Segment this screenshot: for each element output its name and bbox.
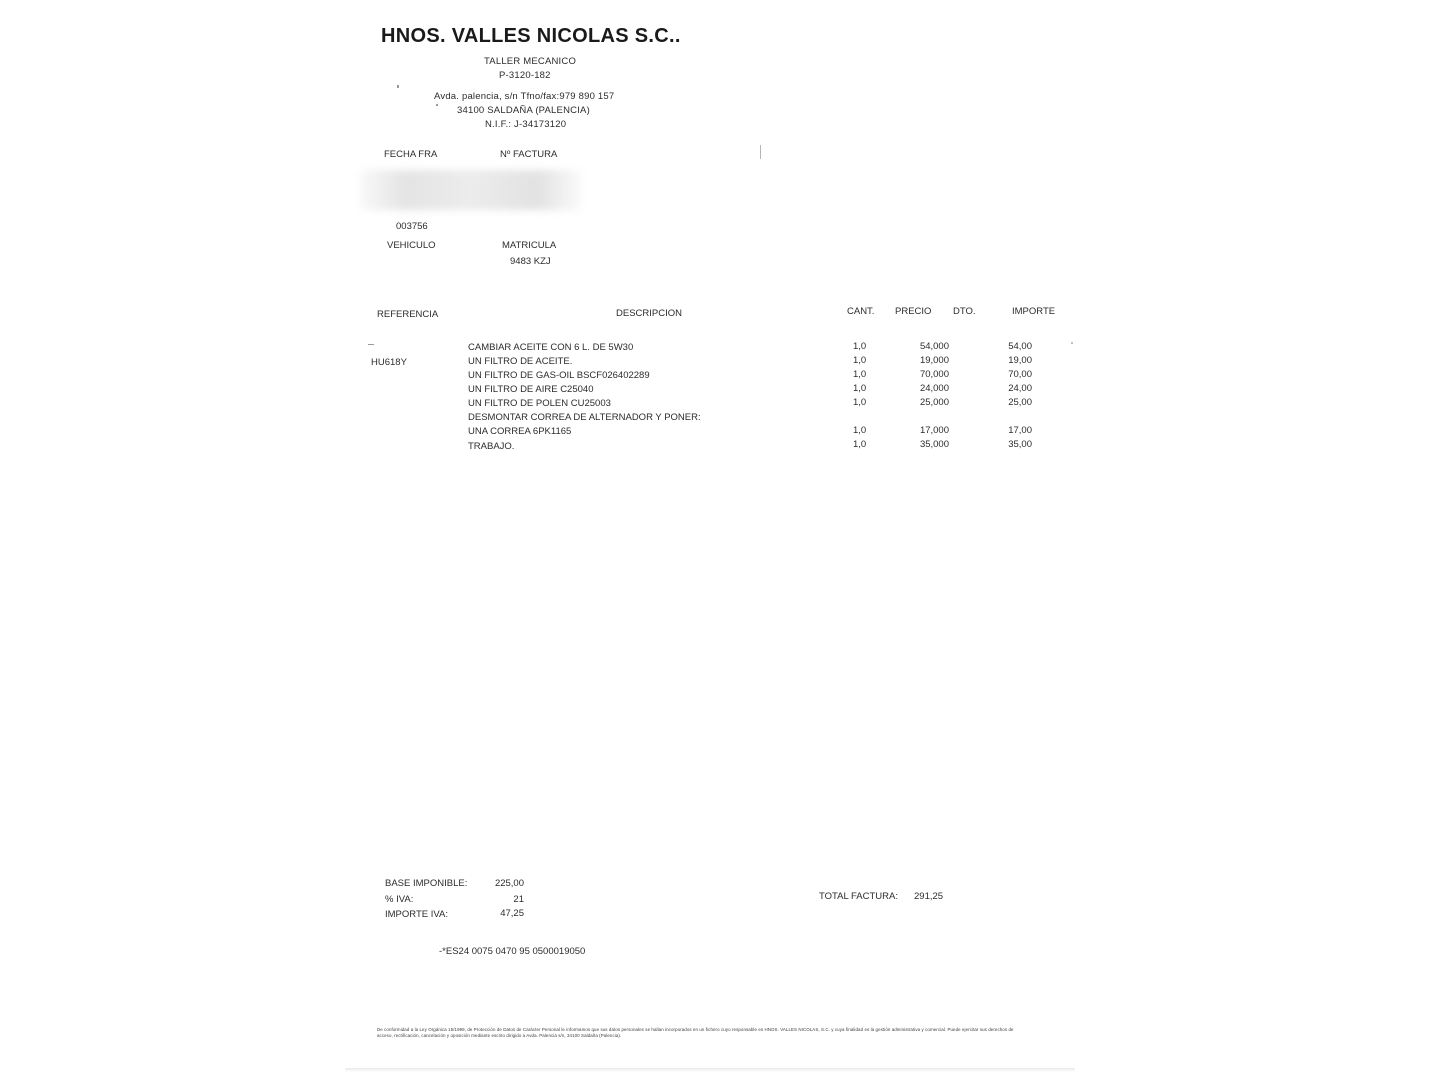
base-imponible-label: BASE IMPONIBLE:	[385, 878, 468, 889]
redacted-area	[360, 170, 582, 210]
importe-iva-value: 47,25	[500, 908, 524, 919]
company-nif: N.I.F.: J-34173120	[485, 119, 567, 130]
row-importe: 24,00	[1008, 383, 1032, 394]
vehiculo-label: VEHICULO	[387, 240, 436, 251]
row-importe: 19,00	[1008, 355, 1032, 366]
company-code: P-3120-182	[499, 70, 551, 81]
iva-percent-value: 21	[513, 894, 524, 905]
row-importe: 25,00	[1008, 397, 1032, 408]
row-precio: 35,000	[919, 439, 949, 450]
row-precio: 70,000	[919, 369, 949, 380]
row-precio: 54,000	[919, 341, 949, 352]
total-factura-label: TOTAL FACTURA:	[819, 891, 899, 902]
company-activity: TALLER MECANICO	[484, 56, 577, 67]
row-cant: 1,0	[853, 383, 867, 394]
page-bottom-edge	[345, 1068, 1075, 1072]
row-description: TRABAJO.	[468, 441, 515, 452]
row-precio: 24,000	[919, 383, 949, 394]
client-code: 003756	[396, 221, 428, 232]
company-name: HNOS. VALLES NICOLAS S.C..	[381, 25, 681, 47]
fecha-label: FECHA FRA	[384, 149, 438, 160]
row-description: DESMONTAR CORREA DE ALTERNADOR Y PONER:	[468, 412, 701, 423]
row-cant: 1,0	[853, 397, 867, 408]
base-imponible-value: 225,00	[494, 878, 524, 889]
col-header-referencia: REFERENCIA	[377, 309, 439, 320]
col-header-precio: PRECIO	[895, 306, 932, 317]
row-description: UN FILTRO DE GAS-OIL BSCF026402289	[468, 370, 650, 381]
scan-speck	[436, 104, 438, 106]
numero-label: Nº FACTURA	[500, 149, 558, 160]
col-header-cant: CANT.	[847, 306, 875, 317]
row-cant: 1,0	[853, 341, 867, 352]
scan-speck	[397, 85, 399, 88]
company-city: 34100 SALDAÑA (PALENCIA)	[457, 105, 590, 116]
matricula-value: 9483 KZJ	[510, 256, 551, 267]
total-factura-value: 291,25	[914, 891, 944, 902]
scan-speck	[1071, 342, 1073, 344]
scan-speck	[368, 344, 374, 345]
row-description: UN FILTRO DE POLEN CU25003	[468, 398, 611, 409]
legal-footer: De conformidad a la Ley Orgánica 15/1999, de Protección de Datos de Carácter Personal le informamos que sus datos personales se hallan incorporados en un fichero cuyo responsable es HNOS. VALLES NICOLAS, S.C. y cuya finalidad es la gestión administrativa y comercial. Puede ejercitar sus derechos de acceso, rectificación, cancelación y oposición mediante escrito dirigido a Avda. Palencia s/n, 34100 Saldaña (Palencia).	[377, 1027, 1014, 1038]
iva-percent-label: % IVA:	[385, 894, 414, 905]
col-header-dto: DTO.	[953, 306, 976, 317]
row-referencia: HU618Y	[371, 357, 407, 368]
row-cant: 1,0	[853, 369, 867, 380]
iban: -*ES24 0075 0470 95 0500019050	[439, 946, 586, 957]
row-cant: 1,0	[853, 425, 867, 436]
company-address: Avda. palencia, s/n Tfno/fax:979 890 157	[434, 91, 615, 102]
row-description: CAMBIAR ACEITE CON 6 L. DE 5W30	[468, 342, 634, 353]
importe-iva-label: IMPORTE IVA:	[385, 909, 448, 920]
row-description: UN FILTRO DE AIRE C25040	[468, 384, 594, 395]
row-cant: 1,0	[853, 355, 867, 366]
row-description: UN FILTRO DE ACEITE.	[468, 356, 573, 367]
row-importe: 70,00	[1008, 369, 1032, 380]
col-header-descripcion: DESCRIPCION	[616, 308, 682, 319]
row-precio: 25,000	[919, 397, 949, 408]
matricula-label: MATRICULA	[502, 240, 557, 251]
col-header-importe: IMPORTE	[1012, 306, 1056, 317]
row-importe: 35,00	[1008, 439, 1032, 450]
row-precio: 17,000	[919, 425, 949, 436]
row-precio: 19,000	[919, 355, 949, 366]
scan-mark	[760, 145, 761, 159]
row-description: UNA CORREA 6PK1165	[468, 426, 572, 437]
row-importe: 54,00	[1008, 341, 1032, 352]
row-cant: 1,0	[853, 439, 867, 450]
invoice-page	[345, 0, 1075, 1072]
row-importe: 17,00	[1008, 425, 1032, 436]
